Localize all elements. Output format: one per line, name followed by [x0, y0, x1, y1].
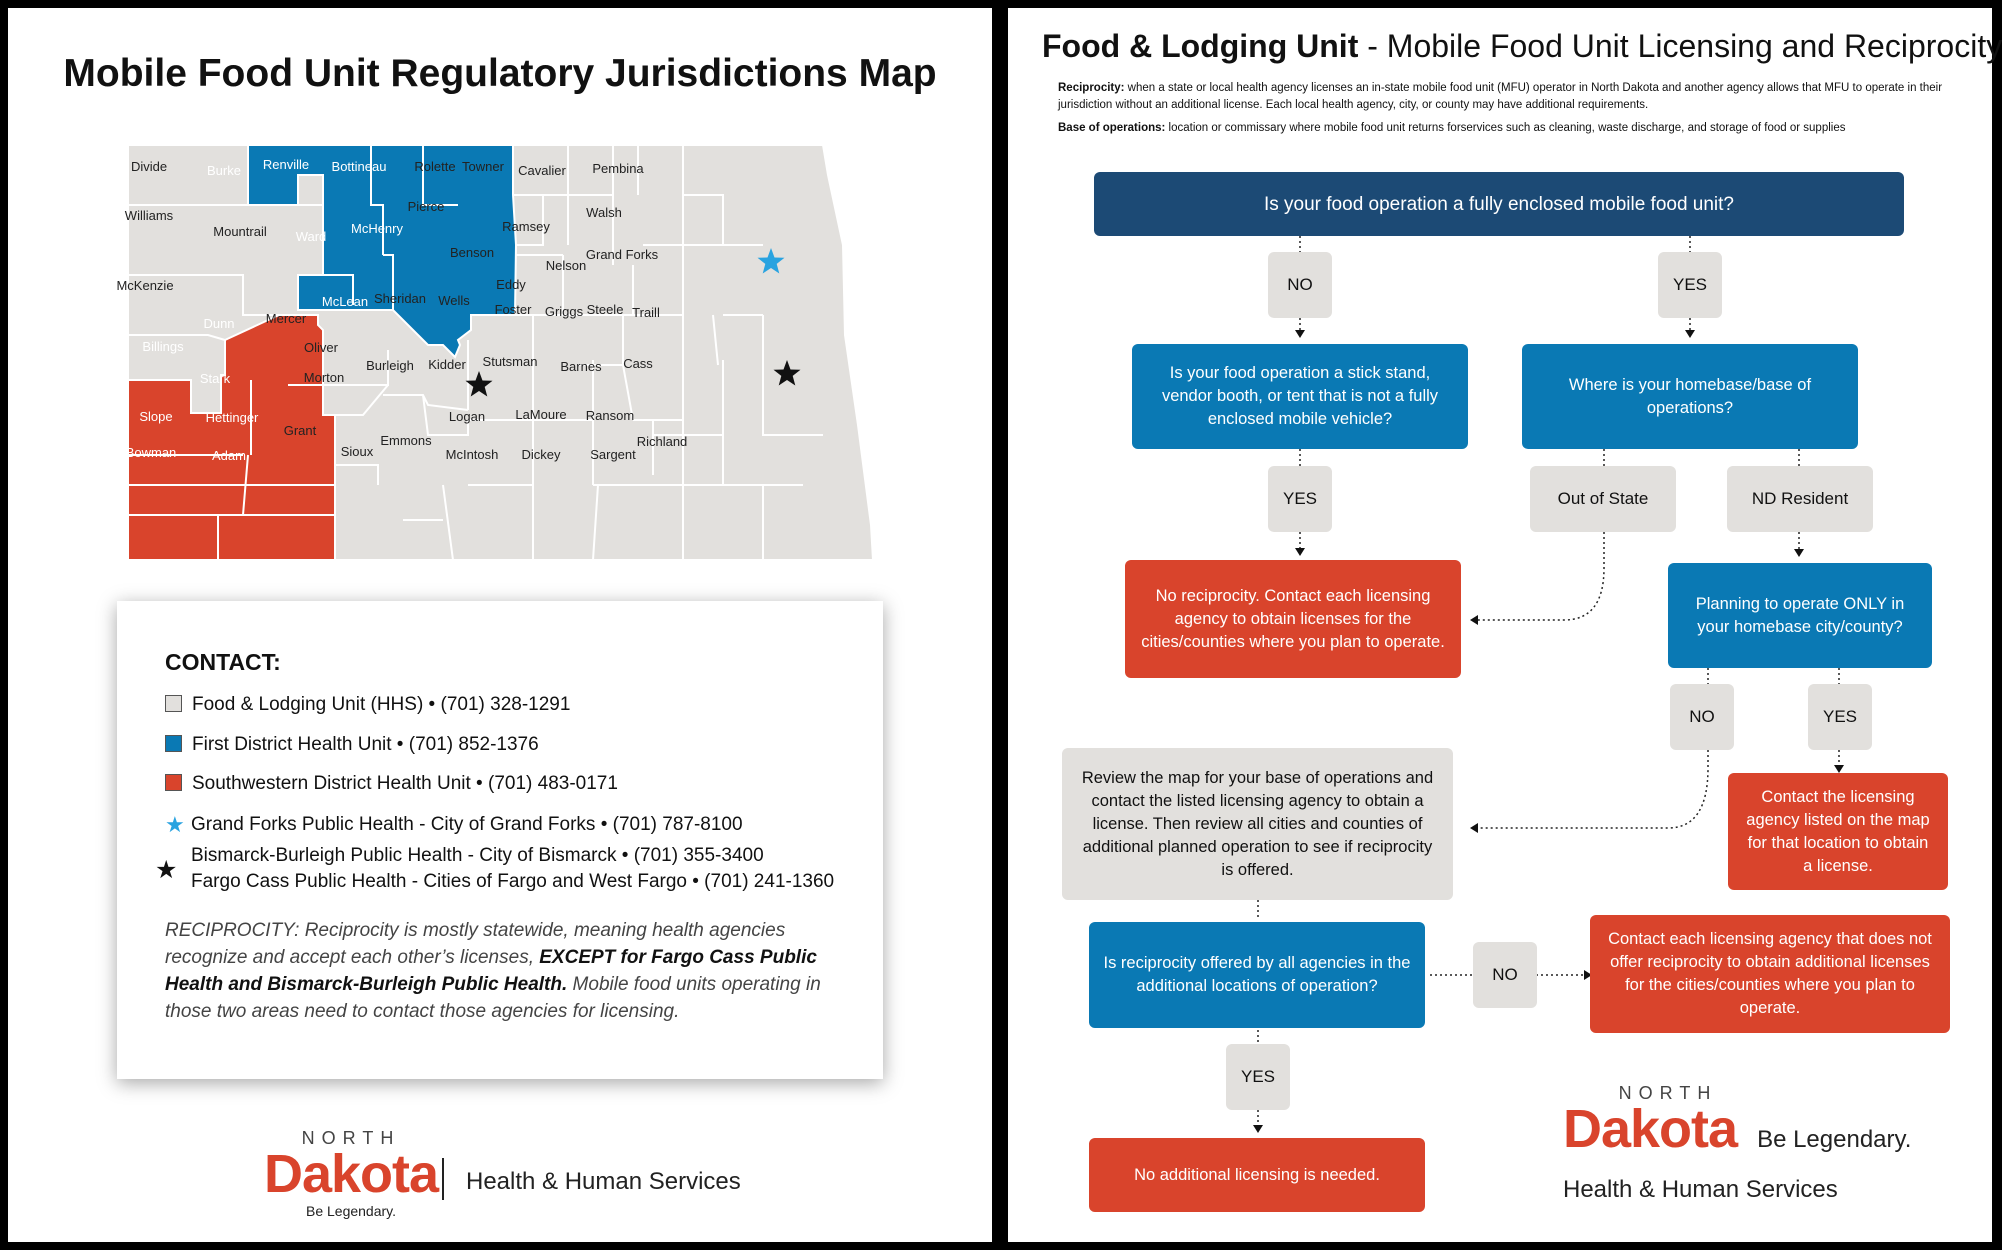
title-rest: - Mobile Food Unit Licensing and Reciprocity — [1358, 28, 2002, 64]
logo-dept: Health & Human Services — [466, 1168, 741, 1195]
question-reciprocity-all: Is reciprocity offered by all agencies in the additional locations of operation? — [1089, 922, 1425, 1028]
question-homebase: Where is your homebase/base of operations? — [1522, 344, 1858, 449]
logo-tagline: Be Legendary. — [1757, 1126, 1912, 1153]
reciprocity-text: Reciprocity is mostly statewide, meaning health agencies recognize and accept each other’s licenses, — [165, 920, 786, 968]
def-term: Reciprocity: — [1058, 82, 1125, 94]
label-yes: YES — [1268, 466, 1332, 532]
county-williams: Williams — [124, 208, 174, 223]
flowchart-panel — [1008, 8, 2002, 1242]
county-dunn: Dunn — [203, 316, 235, 331]
question-stick-stand: Is your food operation a stick stand, vendor booth, or tent that is not a fully enclosed mobile vehicle? — [1132, 344, 1468, 449]
county-pembina: Pembina — [592, 161, 644, 176]
county-steele: Steele — [586, 302, 624, 317]
label-out-of-state: Out of State — [1530, 466, 1676, 532]
contact-food-lodging — [165, 694, 570, 716]
county-renville: Renville — [262, 157, 310, 172]
label-no: NO — [1473, 942, 1537, 1008]
north-dakota-county-map — [116, 135, 883, 565]
county-lamoure: LaMoure — [515, 407, 567, 422]
contact-name: Grand Forks Public Health - City of Grand Forks — [191, 814, 596, 835]
label-no: NO — [1670, 684, 1734, 750]
county-bottineau: Bottineau — [331, 159, 387, 174]
county-sheridan: Sheridan — [373, 291, 427, 306]
blue-star-icon: ★ — [165, 812, 185, 837]
arrow-icon — [1470, 823, 1478, 833]
county-sioux: Sioux — [340, 444, 374, 459]
contact-name: Southwestern District Health Unit — [192, 773, 471, 794]
contact-bismarck — [191, 845, 764, 867]
result-review-map: Review the map for your base of operations and contact the listed licensing agency to obtain a license. Then review all cities and counties of additional planned operation to see if reciprocity is offered. — [1062, 748, 1453, 900]
county-divide: Divide — [130, 159, 168, 174]
county-morton: Morton — [303, 370, 345, 385]
county-sargent: Sargent — [590, 447, 636, 462]
reciprocity-exception: EXCEPT for Fargo Cass Public Health and Bismarck-Burleigh Public Health. — [165, 947, 817, 995]
contact-name: First District Health Unit — [192, 734, 392, 755]
county-grand-forks: Grand Forks — [585, 247, 659, 262]
county-stark: Stark — [199, 371, 231, 386]
arrow-icon — [1253, 1125, 1263, 1133]
def-text: location or commissary where mobile food unit returns forservices such as cleaning, waste discharge, and storage of food or supplies — [1165, 122, 1846, 134]
county-barnes: Barnes — [560, 359, 602, 374]
black-star-icon: ★ — [155, 856, 178, 884]
reciprocity-note — [165, 917, 855, 1025]
def-term: Base of operations: — [1058, 122, 1166, 134]
question-enclosed-mfu: Is your food operation a fully enclosed mobile food unit? — [1094, 172, 1904, 236]
county-slope: Slope — [139, 409, 173, 424]
label-yes: YES — [1226, 1044, 1290, 1110]
contact-fargo-cass — [191, 871, 834, 893]
county-kidder: Kidder — [428, 357, 466, 372]
label-no: NO — [1268, 252, 1332, 318]
contact-name: Food & Lodging Unit (HHS) — [192, 694, 424, 715]
county-grant: Grant — [283, 423, 317, 438]
county-ward: Ward — [295, 229, 327, 244]
logo-divider — [442, 1158, 444, 1200]
county-mclean: McLean — [321, 294, 369, 309]
county-logan: Logan — [448, 409, 486, 424]
county-adam: Adam — [212, 448, 246, 463]
county-burleigh: Burleigh — [366, 358, 414, 373]
county-burke: Burke — [207, 163, 241, 178]
contact-phone: • (701) 355-3400 — [616, 845, 764, 866]
county-ramsey: Ramsey — [502, 219, 550, 234]
result-contact-map-agency: Contact the licensing agency listed on the map for that location to obtain a license. — [1728, 773, 1948, 890]
county-griggs: Griggs — [544, 304, 584, 319]
arrow-icon — [1295, 548, 1305, 556]
result-contact-each-agency: Contact each licensing agency that does not offer reciprocity to obtain additional licenses for the cities/counties where you plan to operate. — [1590, 915, 1950, 1033]
nd-logo — [255, 1128, 447, 1219]
contact-phone: • (701) 328-1291 — [423, 694, 571, 715]
logo-dakota: Dakota — [1563, 1099, 1738, 1159]
county-mckenzie: McKenzie — [116, 278, 174, 293]
logo-tagline: Be Legendary. — [305, 1203, 397, 1219]
def-text: when a state or local health agency licenses an in-state mobile food unit (MFU) operator in North Dakota and another agency allows that MFU to operate in their jurisdiction without an additional license. Each local health agency, city, or county may have additional requirements. — [1058, 82, 1943, 111]
county-nelson: Nelson — [545, 258, 587, 273]
reciprocity-label: RECIPROCITY: — [165, 920, 300, 941]
county-cass: Cass — [623, 356, 653, 371]
county-dickey: Dickey — [521, 447, 561, 462]
title-bold: Food & Lodging Unit — [1042, 28, 1359, 64]
logo-dakota: Dakota — [263, 1144, 439, 1204]
contact-box — [117, 601, 883, 1079]
arrow-icon — [1295, 330, 1305, 338]
county-cavalier: Cavalier — [518, 163, 566, 178]
result-no-additional: No additional licensing is needed. — [1089, 1138, 1425, 1212]
contact-phone: • (701) 787-8100 — [595, 814, 743, 835]
county-billings: Billings — [142, 339, 184, 354]
contact-first-district — [165, 734, 539, 756]
county-wells: Wells — [438, 293, 470, 308]
county-walsh: Walsh — [586, 205, 622, 220]
food-lodging-swatch — [165, 695, 182, 712]
county-hettinger: Hettinger — [205, 410, 259, 425]
arrow-icon — [1834, 765, 1844, 773]
county-mchenry: McHenry — [350, 221, 404, 236]
county-pierce: Pierce — [407, 199, 445, 214]
contact-phone: • (701) 241-1360 — [686, 871, 835, 892]
logo-dept: Health & Human Services — [1563, 1176, 1838, 1203]
label-yes: YES — [1658, 252, 1722, 318]
county-oliver: Oliver — [304, 340, 338, 355]
county-stutsman: Stutsman — [482, 354, 538, 369]
county-towner: Towner — [462, 159, 504, 174]
county-traill: Traill — [632, 305, 660, 320]
county-foster: Foster — [494, 302, 532, 317]
contact-southwestern — [165, 773, 618, 795]
reciprocity-text: Mobile food units operating in those two areas need to contact those agencies for licensing. — [165, 974, 821, 1022]
label-yes: YES — [1808, 684, 1872, 750]
county-benson: Benson — [449, 245, 495, 260]
contact-name: Bismarck-Burleigh Public Health - City of Bismarck — [191, 845, 617, 866]
county-eddy: Eddy — [496, 277, 526, 292]
arrow-icon — [1470, 615, 1478, 625]
county-mountrail: Mountrail — [213, 224, 267, 239]
county-richland: Richland — [636, 434, 688, 449]
first-district-swatch — [165, 735, 182, 752]
county-mercer: Mercer — [265, 311, 307, 326]
contact-grand-forks — [165, 812, 743, 838]
map-title: Mobile Food Unit Regulatory Jurisdictions Map — [63, 52, 937, 95]
logo-north: NORTH — [301, 1128, 401, 1148]
nd-logo — [1563, 1083, 1911, 1204]
result-no-reciprocity: No reciprocity. Contact each licensing agency to obtain licenses for the cities/counties where you plan to operate. — [1125, 560, 1461, 678]
contact-phone: • (701) 852-1376 — [391, 734, 539, 755]
county-mcintosh: McIntosh — [445, 447, 499, 462]
arrow-icon — [1794, 549, 1804, 557]
contact-title: CONTACT: — [165, 649, 281, 675]
county-rolette: Rolette — [414, 159, 456, 174]
contact-phone: • (701) 483-0171 — [470, 773, 618, 794]
county-emmons: Emmons — [380, 433, 432, 448]
contact-name: Fargo Cass Public Health - Cities of Fargo and West Fargo — [191, 871, 687, 892]
logo-north: NORTH — [1618, 1083, 1718, 1103]
southwestern-swatch — [165, 774, 182, 791]
map-panel — [8, 8, 992, 1242]
county-ransom: Ransom — [585, 408, 635, 423]
label-nd-resident: ND Resident — [1727, 466, 1873, 532]
arrow-icon — [1685, 330, 1695, 338]
county-bowman: Bowman — [125, 445, 177, 460]
question-only-homebase: Planning to operate ONLY in your homebase city/county? — [1668, 563, 1932, 668]
